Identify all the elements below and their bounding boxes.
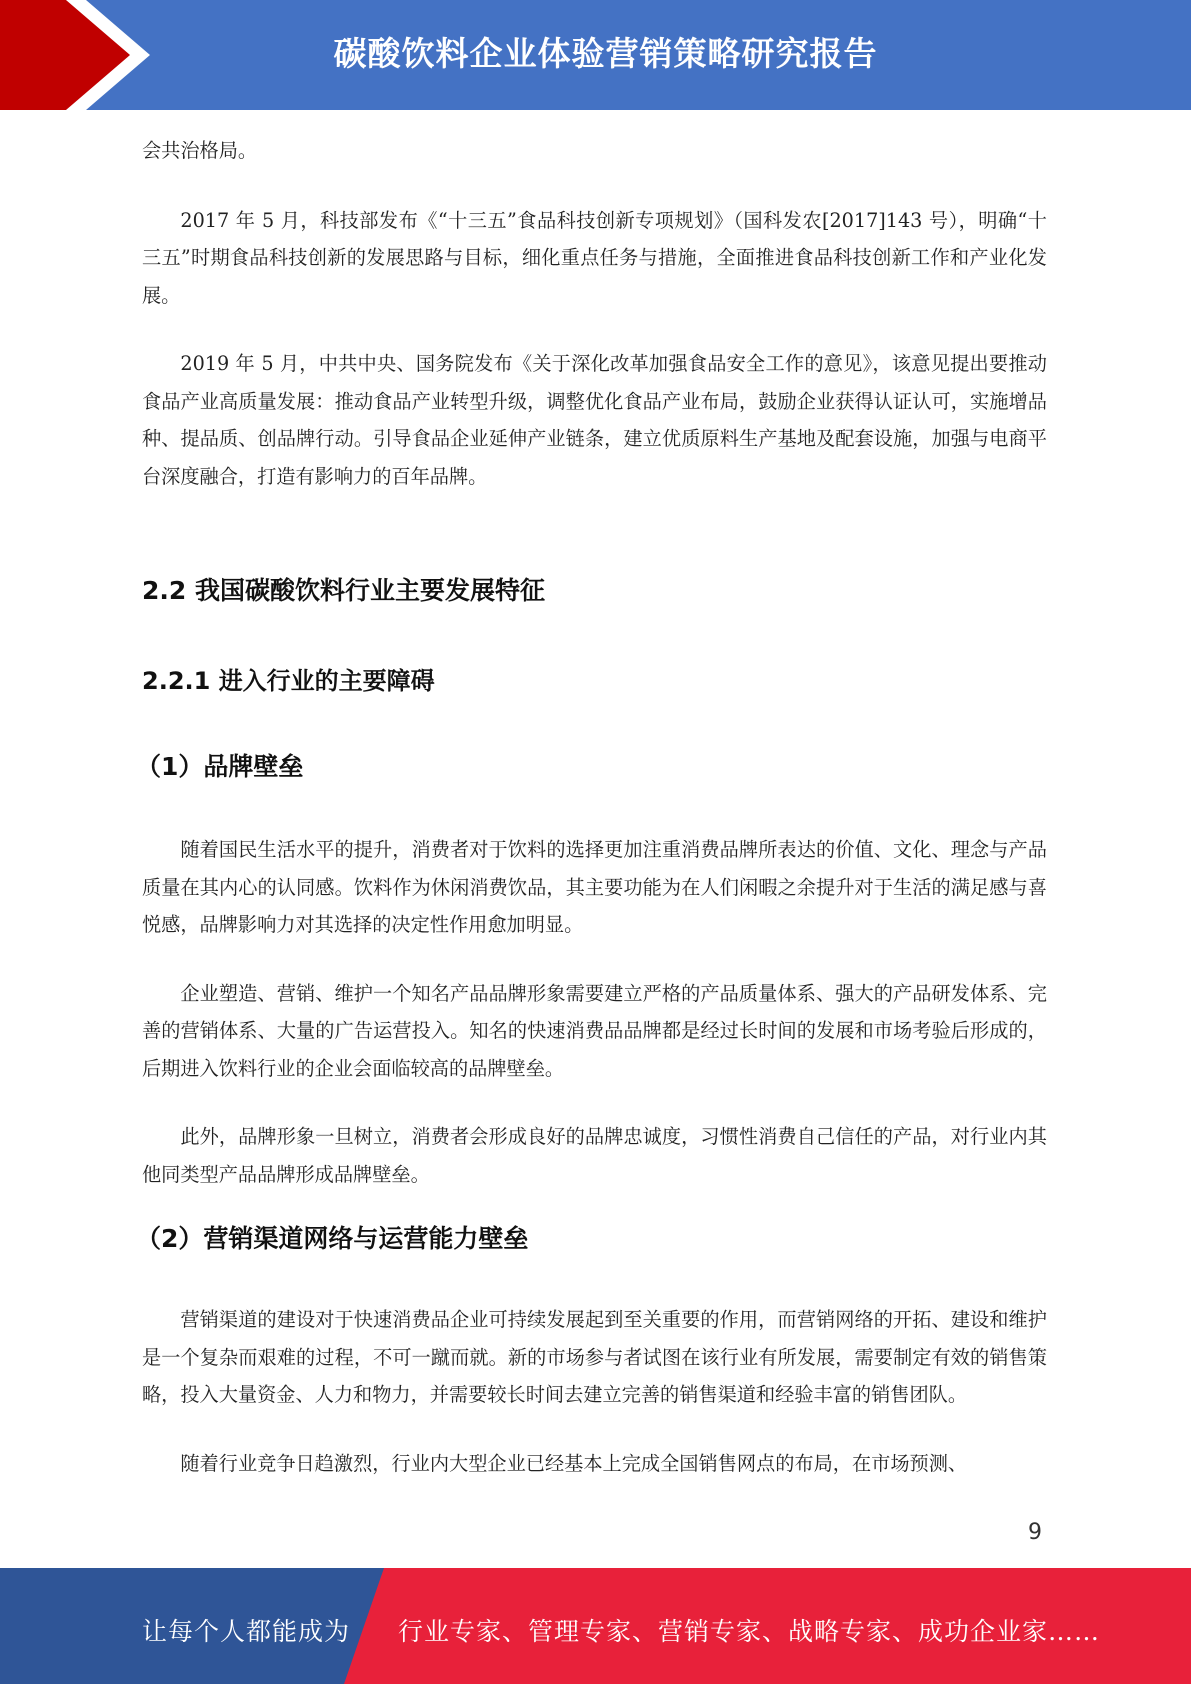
paragraph: 会共治格局。 — [142, 139, 258, 162]
subsection-heading: 2.2.1 进入行业的主要障碍 — [142, 667, 435, 695]
page-header — [0, 0, 1191, 110]
paragraph: 随着行业竞争日趋激烈，行业内大型企业已经基本上完成全国销售网点的布局，在市场预测、 — [180, 1451, 968, 1475]
paragraph: 营销渠道的建设对于快速消费品企业可持续发展起到至关重要的作用，而营销网络的开拓、建设和维护是一个复杂而艰难的过程，不可一蹴而就。新的市场参与者试图在该行业有所发展，需要制定有效的销售策略，投入大量资金、人力和物力，并需要较长时间去建立完善的销售渠道和经验丰富的销售团队。 — [142, 1308, 1047, 1406]
paragraph: 2017 年 5 月，科技部发布《“十三五”食品科技创新专项规划》（国科发农[2017]143 号），明确“十三五”时期食品科技创新的发展思路与目标，细化重点任务与措施，全面推进食品科技创新工作和产业化发展。 — [142, 208, 1047, 307]
paragraph: 2019 年 5 月，中共中央、国务院发布《关于深化改革加强食品安全工作的意见》，该意见提出要推动食品产业高质量发展：推动食品产业转型升级，调整优化食品产业布局，鼓励企业获得认证认可，实施增品种、提品质、创品牌行动。引导食品企业延伸产业链条，建立优质原料生产基地及配套设施，加强与电商平台深度融合，打造有影响力的百年品牌。 — [142, 352, 1047, 488]
section-heading: 2.2 我国碳酸饮料行业主要发展特征 — [142, 576, 545, 605]
page-footer — [0, 1568, 1191, 1684]
paragraph: 随着国民生活水平的提升，消费者对于饮料的选择更加注重消费品牌所表达的价值、文化、理念与产品质量在其内心的认同感。饮料作为休闲消费饮品，其主要功能为在人们闲暇之余提升对于生活的满足感与喜悦感，品牌影响力对其选择的决定性作用愈加明显。 — [142, 838, 1047, 936]
sub-subsection-heading: （2）营销渠道网络与运营能力壁垒 — [136, 1224, 529, 1253]
footer-slogan-right: 行业专家、管理专家、营销专家、战略专家、成功企业家…… — [398, 1617, 1101, 1646]
report-title: 碳酸饮料企业体验营销策略研究报告 — [333, 34, 878, 73]
page-content — [136, 132, 1047, 1482]
footer-slogan-left: 让每个人都能成为 — [142, 1617, 351, 1646]
paragraph: 企业塑造、营销、维护一个知名产品品牌形象需要建立严格的产品质量体系、强大的产品研发体系、完善的营销体系、大量的广告运营投入。知名的快速消费品品牌都是经过长时间的发展和市场考验后形成的，后期进入饮料行业的企业会面临较高的品牌壁垒。 — [142, 981, 1047, 1080]
page-number: 9 — [1028, 1520, 1042, 1545]
paragraph: 此外，品牌形象一旦树立，消费者会形成良好的品牌忠诚度，习惯性消费自己信任的产品，对行业内其他同类型产品品牌形成品牌壁垒。 — [142, 1125, 1047, 1186]
sub-subsection-heading: （1）品牌壁垒 — [136, 752, 304, 781]
